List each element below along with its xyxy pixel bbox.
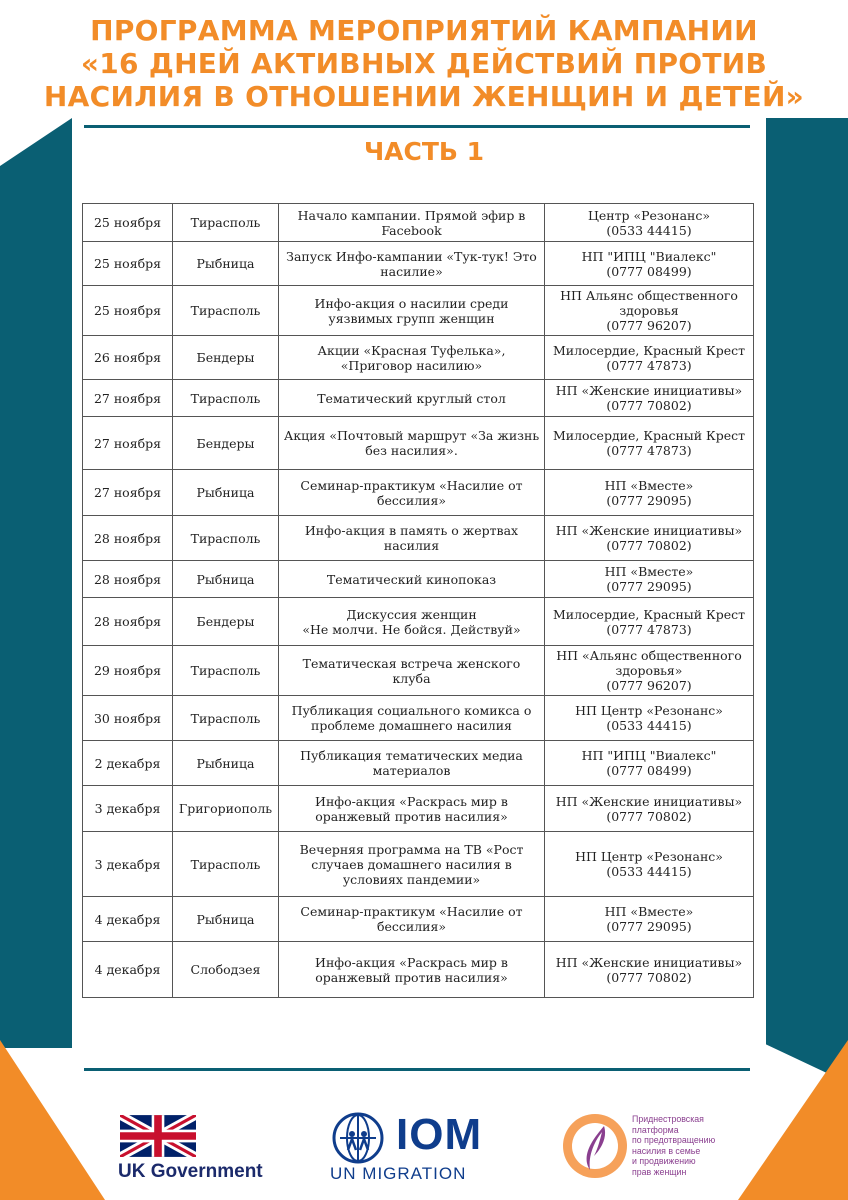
organizer-line: (0777 08499) [606, 763, 692, 778]
title-line: НАСИЛИЯ В ОТНОШЕНИИ ЖЕНЩИН И ДЕТЕЙ» [43, 80, 805, 113]
organizer-line: НП «Женские инициативы» [555, 523, 743, 538]
organizer-line: (0777 47873) [606, 443, 692, 458]
organizer-line: (0533 44415) [606, 864, 692, 879]
teal-band-left [0, 118, 72, 1048]
date-cell: 2 декабря [83, 741, 173, 786]
date-cell: 28 ноября [83, 516, 173, 561]
organizer-line: здоровья» [615, 663, 683, 678]
organizer-line: (0777 29095) [606, 579, 692, 594]
table-row [83, 696, 754, 741]
platform-line: насилия в семье [632, 1145, 701, 1156]
event-cell [279, 696, 545, 741]
event-line: Инфо-акция «Раскрась мир в [315, 793, 508, 809]
event-line: Инфо-акция о насилии среди [314, 295, 509, 311]
organizer-line: (0777 96207) [606, 318, 692, 333]
organizer-cell [545, 646, 754, 696]
event-line: Запуск Инфо-кампании «Тук-тук! Это [286, 248, 537, 264]
platform-label [632, 1114, 742, 1177]
iom-subtitle: UN MIGRATION [330, 1164, 467, 1183]
platform-logo [560, 1108, 740, 1188]
date-cell: 27 ноября [83, 417, 173, 470]
table-row [83, 598, 754, 646]
table-row [83, 897, 754, 942]
organizer-cell [545, 516, 754, 561]
date-cell: 3 декабря [83, 786, 173, 832]
city-cell: Тирасполь [173, 832, 279, 897]
organizer-line: НП «Вместе» [604, 564, 694, 579]
event-line: материалов [372, 763, 451, 778]
organizer-cell [545, 741, 754, 786]
organizer-cell [545, 696, 754, 741]
city-cell: Рыбница [173, 561, 279, 598]
date-cell: 29 ноября [83, 646, 173, 696]
organizer-cell [545, 786, 754, 832]
table-row [83, 380, 754, 417]
city-cell: Тирасполь [173, 516, 279, 561]
table-row [83, 336, 754, 380]
event-line: Тематическая встреча женского [302, 655, 521, 671]
city-cell: Слободзея [173, 942, 279, 998]
event-line: Семинар-практикум «Насилие от [300, 904, 523, 919]
city-cell: Тирасполь [173, 380, 279, 417]
event-line: оранжевый против насилия» [315, 808, 508, 824]
event-line: проблеме домашнего насилия [311, 718, 512, 733]
event-line: Семинар-практикум «Насилие от [300, 477, 523, 493]
title-line: «16 ДНЕЙ АКТИВНЫХ ДЕЙСТВИЙ ПРОТИВ [80, 47, 768, 80]
organizer-cell [545, 897, 754, 942]
event-line: Дискуссия женщин [346, 606, 477, 622]
organizer-line: (0777 96207) [606, 678, 692, 693]
platform-line: по предотвращению [632, 1135, 716, 1145]
organizer-line: (0777 29095) [606, 919, 692, 934]
platform-line: платформа [632, 1124, 679, 1135]
event-line: «Приговор насилию» [340, 357, 483, 373]
event-line: бессилия» [376, 919, 447, 934]
orange-corner-left [0, 1040, 105, 1200]
organizer-cell [545, 336, 754, 380]
event-line: «Не молчи. Не бойся. Действуй» [302, 621, 521, 637]
organizer-line: НП «Женские инициативы» [555, 383, 743, 398]
teal-band-right [766, 118, 848, 1083]
event-line: насилие» [380, 263, 443, 279]
city-cell: Бендеры [173, 417, 279, 470]
organizer-line: Центр «Резонанс» [587, 207, 711, 223]
organizer-line: НП «Вместе» [604, 477, 694, 493]
event-line: условиях пандемии» [342, 871, 481, 887]
date-cell: 25 ноября [83, 286, 173, 336]
event-line: Тематический кинопоказ [326, 571, 497, 587]
bottom-divider [84, 1068, 750, 1071]
event-cell [279, 598, 545, 646]
organizer-line: НП Центр «Резонанс» [575, 849, 723, 864]
iom-label: IOM [396, 1110, 483, 1159]
date-cell: 25 ноября [83, 204, 173, 242]
date-cell: 28 ноября [83, 561, 173, 598]
table-row [83, 561, 754, 598]
orange-corner-right [738, 1040, 848, 1200]
table-row [83, 470, 754, 516]
organizer-line: (0777 08499) [606, 263, 692, 279]
event-cell [279, 336, 545, 380]
table-row [83, 786, 754, 832]
table-row [83, 942, 754, 998]
date-cell: 30 ноября [83, 696, 173, 741]
platform-emblem-icon [560, 1110, 630, 1182]
table-row [83, 516, 754, 561]
organizer-line: (0777 70802) [606, 398, 692, 413]
event-cell [279, 741, 545, 786]
page-subtitle: ЧАСТЬ 1 [363, 137, 485, 166]
event-line: уязвимых групп женщин [328, 310, 495, 326]
organizer-line: НП Центр «Резонанс» [575, 703, 723, 718]
organizer-cell [545, 242, 754, 286]
platform-line: прав женщин [632, 1166, 687, 1177]
event-line: Публикация социального комикса о [291, 703, 532, 718]
date-cell: 25 ноября [83, 242, 173, 286]
date-cell: 4 декабря [83, 942, 173, 998]
organizer-cell [545, 598, 754, 646]
organizer-line: НП «Женские инициативы» [555, 954, 743, 970]
organizer-line: (0777 70802) [606, 538, 692, 553]
organizer-line: Милосердие, Красный Крест [552, 606, 746, 622]
city-cell: Тирасполь [173, 696, 279, 741]
event-line: Инфо-акция «Раскрась мир в [315, 954, 508, 970]
iom-emblem-icon [332, 1112, 384, 1164]
organizer-line: (0533 44415) [606, 718, 692, 733]
event-line: Акции «Красная Туфелька», [317, 342, 506, 358]
event-cell [279, 204, 545, 242]
event-cell [279, 832, 545, 897]
organizer-cell [545, 942, 754, 998]
event-line: Инфо-акция в память о жертвах [304, 523, 519, 538]
city-cell: Бендеры [173, 598, 279, 646]
event-cell [279, 242, 545, 286]
organizer-line: Милосердие, Красный Крест [552, 428, 746, 443]
table-row [83, 242, 754, 286]
event-line: Facebook [381, 222, 442, 238]
organizer-cell [545, 380, 754, 417]
table-row [83, 417, 754, 470]
organizer-cell [545, 417, 754, 470]
city-cell: Рыбница [173, 741, 279, 786]
city-cell: Рыбница [173, 242, 279, 286]
organizer-line: здоровья [619, 303, 679, 318]
event-line: случаев домашнего насилия в [311, 856, 512, 872]
organizer-cell [545, 286, 754, 336]
event-line: Тематический круглый стол [317, 390, 506, 406]
event-line: бессилия» [376, 492, 447, 508]
organizer-line: (0777 70802) [606, 808, 692, 824]
platform-line: Приднестровская [632, 1114, 704, 1124]
event-cell [279, 646, 545, 696]
date-cell: 4 декабря [83, 897, 173, 942]
title-line: ПРОГРАММА МЕРОПРИЯТИЙ КАМПАНИИ [90, 14, 758, 47]
organizer-line: (0777 47873) [606, 621, 692, 637]
table-row [83, 204, 754, 242]
organizer-line: НП "ИПЦ "Виалекс" [581, 248, 717, 264]
city-cell: Рыбница [173, 470, 279, 516]
event-cell [279, 470, 545, 516]
event-cell [279, 942, 545, 998]
event-cell [279, 561, 545, 598]
organizer-line: НП Альянс общественного [560, 288, 738, 303]
event-line: Акция «Почтовый маршрут «За жизнь [283, 428, 540, 443]
event-cell [279, 417, 545, 470]
table-row [83, 286, 754, 336]
event-cell [279, 380, 545, 417]
organizer-cell [545, 204, 754, 242]
organizer-line: НП «Вместе» [604, 904, 694, 919]
date-cell: 28 ноября [83, 598, 173, 646]
event-line: без насилия». [365, 443, 458, 458]
uk-government-label: UK Government [118, 1161, 263, 1182]
iom-logo [330, 1112, 510, 1187]
organizer-line: (0777 47873) [606, 357, 692, 373]
event-line: клуба [392, 670, 431, 686]
date-cell: 27 ноября [83, 380, 173, 417]
event-line: Начало кампании. Прямой эфир в [297, 207, 526, 223]
organizer-line: НП «Альянс общественного [556, 648, 742, 663]
event-cell [279, 786, 545, 832]
table-row [83, 832, 754, 897]
event-cell [279, 286, 545, 336]
page-title [0, 14, 848, 113]
table-row [83, 646, 754, 696]
date-cell: 3 декабря [83, 832, 173, 897]
date-cell: 27 ноября [83, 470, 173, 516]
organizer-line: Милосердие, Красный Крест [552, 342, 746, 358]
event-line: Публикация тематических медиа [300, 748, 523, 763]
table-row [83, 741, 754, 786]
event-line: насилия [383, 538, 440, 553]
uk-government-logo [118, 1115, 280, 1185]
event-cell [279, 897, 545, 942]
organizer-cell [545, 470, 754, 516]
platform-line: и продвижению [632, 1156, 696, 1166]
uk-flag-icon [120, 1115, 196, 1157]
organizer-line: (0777 70802) [606, 969, 692, 985]
schedule-table [82, 203, 754, 998]
organizer-line: НП «Женские инициативы» [555, 793, 743, 809]
date-cell: 26 ноября [83, 336, 173, 380]
event-line: оранжевый против насилия» [315, 969, 508, 985]
city-cell: Бендеры [173, 336, 279, 380]
organizer-line: (0777 29095) [606, 492, 692, 508]
city-cell: Тирасполь [173, 204, 279, 242]
event-cell [279, 516, 545, 561]
organizer-cell [545, 832, 754, 897]
event-line: Вечерняя программа на ТВ «Рост [299, 841, 524, 857]
city-cell: Тирасполь [173, 286, 279, 336]
city-cell: Рыбница [173, 897, 279, 942]
organizer-line: (0533 44415) [606, 222, 692, 238]
top-divider [84, 125, 750, 128]
organizer-line: НП "ИПЦ "Виалекс" [581, 748, 717, 763]
organizer-cell [545, 561, 754, 598]
city-cell: Григориополь [173, 786, 279, 832]
city-cell: Тирасполь [173, 646, 279, 696]
